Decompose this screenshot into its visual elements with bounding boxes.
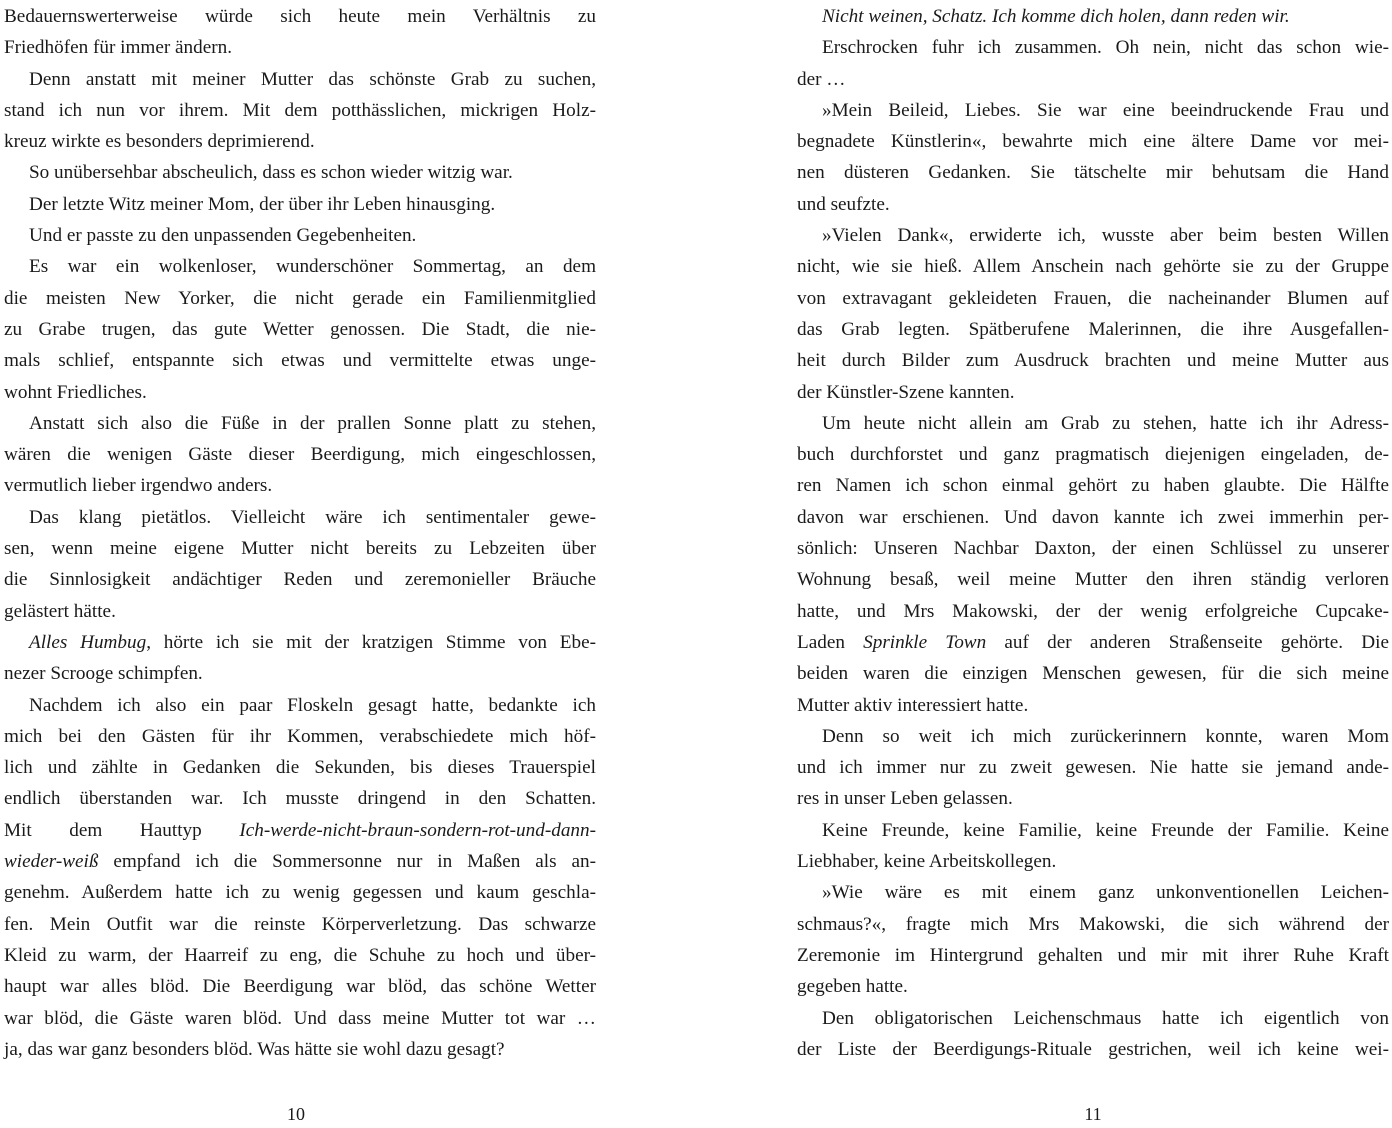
italic-text: Alles Humbug <box>29 631 147 653</box>
text-segment: nezer Scrooge schimpfen. <box>4 663 203 685</box>
right-page-text <box>797 0 1389 1065</box>
text-line <box>4 189 596 220</box>
text-line <box>4 314 596 345</box>
text-segment: der Künstler-Szene kannten. <box>797 381 1015 403</box>
text-line <box>4 95 596 126</box>
text-line <box>4 408 596 439</box>
text-segment: Liebhaber, keine Arbeitskollegen. <box>797 851 1057 873</box>
text-segment: die Sinnlosigkeit andächtiger Reden und zeremonieller Bräuche <box>4 569 596 591</box>
text-line <box>797 345 1389 376</box>
italic-text: Sprinkle Town <box>863 631 987 653</box>
text-line <box>4 971 596 1002</box>
text-segment: »Vielen Dank«, erwiderte ich, wusste aber beim besten Willen <box>822 225 1389 247</box>
text-segment: res in unser Leben gelassen. <box>797 788 1013 810</box>
text-segment: wohnt Friedliches. <box>4 381 147 403</box>
text-segment: stand ich nun vor ihrem. Mit dem potthässlichen, mickrigen Holz- <box>4 99 596 121</box>
text-segment: Und er passte zu den unpassenden Gegebenheiten. <box>29 225 417 247</box>
text-segment: mich bei den Gästen für ihr Kommen, verabschiedete mich höf- <box>4 725 596 747</box>
text-segment: gelästert hätte. <box>4 600 116 622</box>
text-segment: das Grab legten. Spätberufene Malerinnen, die ihre Ausgefallen- <box>797 318 1389 340</box>
text-segment: hatte, und Mrs Makowski, der der wenig erfolgreiche Cupcake- <box>797 600 1389 622</box>
text-segment: Um heute nicht allein am Grab zu stehen, hatte ich ihr Adress- <box>822 412 1389 434</box>
text-segment: davon war erschienen. Und davon kannte ich zwei immerhin per- <box>797 506 1389 528</box>
text-line <box>4 909 596 940</box>
text-segment: die meisten New Yorker, die nicht gerade ein Familienmitglied <box>4 287 596 309</box>
text-line <box>4 752 596 783</box>
text-segment: Mit dem Hauttyp <box>4 819 240 841</box>
right-page <box>797 0 1389 1065</box>
text-line <box>4 251 596 282</box>
text-segment: schmaus?«, fragte mich Mrs Makowski, die sich während der <box>797 913 1389 935</box>
text-segment: , hörte ich sie mit der kratzigen Stimme von Ebe- <box>146 631 596 653</box>
text-line <box>4 658 596 689</box>
text-segment: Bedauernswerterweise würde sich heute mein Verhältnis zu <box>4 6 596 27</box>
text-line <box>4 439 596 470</box>
text-line <box>797 909 1389 940</box>
text-line <box>797 377 1389 408</box>
text-segment: empfand ich die Sommersonne nur in Maßen als an- <box>98 851 596 873</box>
text-segment: heit durch Bilder zum Ausdruck brachten und meine Mutter aus <box>797 350 1389 372</box>
text-segment: der … <box>797 68 846 90</box>
text-segment: mals schlief, entspannte sich etwas und vermittelte etwas unge- <box>4 350 596 372</box>
text-line <box>4 846 596 877</box>
text-segment: buch durchforstet und ganz pragmatisch diejenigen eingeladen, de- <box>797 444 1389 466</box>
text-line <box>797 690 1389 721</box>
text-line <box>4 502 596 533</box>
text-segment: Friedhöfen für immer ändern. <box>4 37 233 59</box>
text-line <box>797 971 1389 1002</box>
text-line <box>4 564 596 595</box>
text-segment: Kleid zu warm, der Haarreif zu eng, die Schuhe zu hoch und über- <box>4 944 596 966</box>
text-segment: So unübersehbar abscheulich, dass es schon wieder witzig war. <box>29 162 513 184</box>
text-line <box>4 283 596 314</box>
text-segment: Das klang pietätlos. Vielleicht wäre ich sentimentaler gewe- <box>29 506 596 528</box>
text-segment: Anstatt sich also die Füße in der prallen Sonne platt zu stehen, <box>29 412 596 434</box>
text-segment: begnadete Künstlerin«, bewahrte mich eine ältere Dame vor mei- <box>797 131 1389 153</box>
text-segment: vermutlich lieber irgendwo anders. <box>4 475 273 497</box>
text-segment: wären die wenigen Gäste dieser Beerdigung, mich eingeschlossen, <box>4 444 596 466</box>
text-line <box>797 470 1389 501</box>
left-page-text <box>4 0 596 1065</box>
text-line <box>797 251 1389 282</box>
text-line <box>4 220 596 251</box>
page-number-right: 11 <box>1084 1104 1102 1124</box>
text-segment: ren Namen ich schon einmal gehört zu haben glaubte. Die Hälfte <box>797 475 1389 497</box>
text-segment: Denn anstatt mit meiner Mutter das schönste Grab zu suchen, <box>29 68 596 90</box>
text-line <box>4 345 596 376</box>
text-segment: auf der anderen Straßenseite gehörte. Die <box>986 631 1389 653</box>
text-segment: von extravagant gekleideten Frauen, die nacheinander Blumen auf <box>797 287 1389 309</box>
text-line <box>797 189 1389 220</box>
text-segment: sen, wenn meine eigene Mutter nicht bereits zu Lebzeiten über <box>4 538 596 560</box>
text-line <box>797 658 1389 689</box>
text-line <box>4 940 596 971</box>
text-line <box>797 220 1389 251</box>
text-line <box>4 126 596 157</box>
text-segment: endlich überstanden war. Ich musste dringend in den Schatten. <box>4 788 596 810</box>
text-line <box>797 846 1389 877</box>
text-line <box>4 470 596 501</box>
text-segment: war blöd, die Gäste waren blöd. Und dass meine Mutter tot war … <box>4 1007 596 1029</box>
italic-text: wieder-weiß <box>4 851 99 873</box>
text-line <box>4 157 596 188</box>
text-segment: lich und zählte in Gedanken die Sekunden, bis dieses Trauerspiel <box>4 757 596 779</box>
text-segment: Zeremonie im Hintergrund gehalten und mir mit ihrer Ruhe Kraft <box>797 944 1389 966</box>
text-line <box>4 815 596 846</box>
text-segment: Der letzte Witz meiner Mom, der über ihr Leben hinausging. <box>29 193 496 215</box>
text-segment: genehm. Außerdem hatte ich zu wenig gegessen und kaum geschla- <box>4 882 596 904</box>
text-segment: beiden waren die einzigen Menschen gewesen, für die sich meine <box>797 663 1389 685</box>
page-number-left: 10 <box>287 1104 305 1124</box>
text-line <box>797 596 1389 627</box>
text-line <box>797 627 1389 658</box>
text-segment: Den obligatorischen Leichenschmaus hatte ich eigentlich von <box>822 1007 1389 1029</box>
text-line <box>4 64 596 95</box>
text-segment: Keine Freunde, keine Familie, keine Freunde der Familie. Keine <box>822 819 1389 841</box>
text-line <box>4 1003 596 1034</box>
text-segment: zu Grabe trugen, das gute Wetter genossen. Die Stadt, die nie- <box>4 318 596 340</box>
text-line <box>4 377 596 408</box>
text-segment: nen düsteren Gedanken. Sie tätschelte mir behutsam die Hand <box>797 162 1389 184</box>
text-line <box>4 627 596 658</box>
text-line <box>797 1003 1389 1034</box>
text-line <box>797 64 1389 95</box>
text-line <box>4 32 596 63</box>
text-segment: Nachdem ich also ein paar Floskeln gesagt hatte, bedankte ich <box>29 694 596 716</box>
text-line <box>797 502 1389 533</box>
text-line <box>4 533 596 564</box>
text-segment: sönlich: Unseren Nachbar Daxton, der einen Schlüssel zu unserer <box>797 538 1389 560</box>
text-line <box>797 564 1389 595</box>
text-line <box>797 721 1389 752</box>
text-segment: nicht, wie sie hieß. Allem Anschein nach gehörte sie zu der Gruppe <box>797 256 1389 278</box>
text-line <box>797 283 1389 314</box>
text-line <box>797 314 1389 345</box>
text-line <box>797 439 1389 470</box>
text-line <box>797 157 1389 188</box>
text-line <box>4 690 596 721</box>
text-line <box>797 877 1389 908</box>
text-line <box>797 783 1389 814</box>
text-line <box>797 32 1389 63</box>
text-line <box>4 877 596 908</box>
text-segment: »Wie wäre es mit einem ganz unkonventionellen Leichen- <box>822 882 1389 904</box>
text-line <box>797 815 1389 846</box>
text-line <box>4 783 596 814</box>
italic-text: Ich-werde-nicht-braun-sondern-rot-und-dann- <box>239 819 596 841</box>
text-segment: kreuz wirkte es besonders deprimierend. <box>4 131 315 153</box>
text-line <box>797 752 1389 783</box>
text-line <box>4 1034 596 1065</box>
text-line <box>797 1 1389 32</box>
text-segment: fen. Mein Outfit war die reinste Körperverletzung. Das schwarze <box>4 913 596 935</box>
text-line <box>797 95 1389 126</box>
text-segment: Erschrocken fuhr ich zusammen. Oh nein, nicht das schon wie- <box>822 37 1389 59</box>
text-line <box>4 1 596 32</box>
italic-text: Nicht weinen, Schatz. Ich komme dich holen, dann reden wir. <box>822 6 1290 27</box>
text-segment: Laden <box>797 631 864 653</box>
text-line <box>4 596 596 627</box>
text-segment: Es war ein wolkenloser, wunderschöner Sommertag, an dem <box>29 256 596 278</box>
text-segment: gegeben hatte. <box>797 976 908 998</box>
text-line <box>797 940 1389 971</box>
text-segment: und seufzte. <box>797 193 890 215</box>
text-line <box>797 408 1389 439</box>
text-line <box>797 1034 1389 1065</box>
text-line <box>4 721 596 752</box>
text-line <box>797 533 1389 564</box>
text-segment: und ich immer nur zu zweit gewesen. Nie hatte sie jemand ande- <box>797 757 1389 779</box>
text-segment: Denn so weit ich mich zurückerinnern konnte, waren Mom <box>822 725 1389 747</box>
text-segment: ja, das war ganz besonders blöd. Was hätte sie wohl dazu gesagt? <box>4 1038 505 1060</box>
text-segment: Wohnung besaß, weil meine Mutter den ihren ständig verloren <box>797 569 1389 591</box>
text-segment: haupt war alles blöd. Die Beerdigung war blöd, das schöne Wetter <box>4 976 596 998</box>
text-segment: »Mein Beileid, Liebes. Sie war eine beeindruckende Frau und <box>822 99 1389 121</box>
text-line <box>797 126 1389 157</box>
left-page <box>4 0 596 1065</box>
text-segment: Mutter aktiv interessiert hatte. <box>797 694 1029 716</box>
text-segment: der Liste der Beerdigungs-Rituale gestrichen, weil ich keine wei- <box>797 1038 1389 1060</box>
